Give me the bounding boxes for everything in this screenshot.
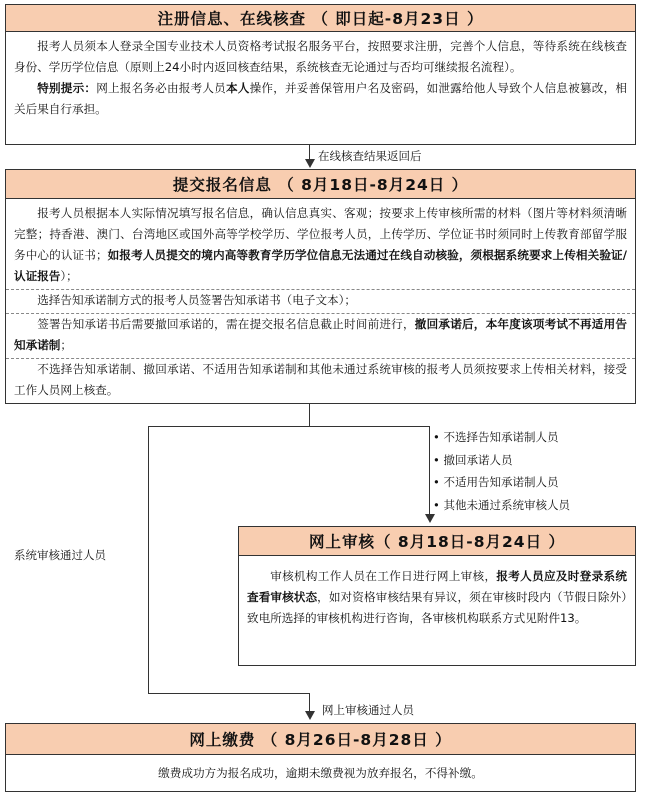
arrow3-line: [309, 693, 310, 711]
step4-content: [5, 755, 636, 792]
bullet-item: • 不选择告知承诺制人员: [433, 426, 570, 449]
step2-para1: 报考人员根据本人实际情况填写报名信息，确认信息真实、客观；按要求上传审核所需的材料（图片等材料须清晰完整；持香港、澳门、台湾地区或国外高等学校学历、学位报考人员，上传学历、学位证书时须同时上传教育部留学服务中心的认证书；如报考人员提交的境内高等教育学历学位信息无法通过在线自动核验，须根据系统要求上传相关验证/认证报告）；: [14, 206, 627, 283]
system-approved-label: 系统审核通过人员: [14, 548, 106, 562]
step3-content: [238, 556, 636, 666]
arrow1-line: [309, 145, 310, 159]
bullet-item: • 其他未通过系统审核人员: [433, 494, 570, 517]
branch-merge-line: [309, 404, 310, 426]
step3-header: [238, 526, 636, 556]
branch-left-line: [148, 426, 149, 694]
step2-para3: 签署告知承诺书后需要撤回承诺的，需在提交报名信息截止时间前进行，撤回承诺后，本年度该项考试不再适用告知承诺制；: [14, 317, 627, 352]
step4-header: [5, 723, 636, 755]
step2-para4: 不选择告知承诺制、撤回承诺、不适用告知承诺制和其他未通过系统审核的报考人员须按要求上传相关材料，接受工作人员网上核查。: [14, 362, 627, 397]
step1-para1: 报考人员须本人登录全国专业技术人员资格考试报名服务平台，按照要求注册，完善个人信息，等待系统在线核查身份、学历学位信息（原则上24小时内返回核查结果，系统核查无论通过与否均可继续报名流程）。: [14, 39, 627, 74]
step1-tip-label: 特别提示：: [37, 81, 97, 95]
step3-para: 审核机构工作人员在工作日进行网上审核，报考人员应及时登录系统查看审核状态，如对资格审核结果有异议，须在审核时段内（节假日除外）致电所选择的审核机构进行咨询，各审核机构联系方式见附件13。: [247, 569, 627, 625]
arrow3-head: [305, 711, 315, 720]
branch-right-line: [429, 426, 430, 514]
step1-content: [5, 32, 636, 145]
step1-title: 注册信息、在线核查 （ 即日起-8月23日 ）: [157, 10, 484, 28]
branch-top-line: [148, 426, 430, 427]
bullet-item: • 不适用告知承诺制人员: [433, 471, 570, 494]
step2-title: 提交报名信息 （ 8月18日-8月24日 ）: [172, 176, 469, 194]
bullet-item: • 撤回承诺人员: [433, 449, 570, 472]
arrow1-label: 在线核查结果返回后: [318, 149, 422, 163]
branch-bottom-line: [148, 693, 309, 694]
step2-header: [5, 169, 636, 199]
step2-content: [5, 199, 636, 404]
step1-tip: 特别提示：网上报名务必由报考人员本人操作，并妥善保管用户名及密码，如泄露给他人导致个人信息被篡改，相关后果自行承担。: [14, 81, 627, 116]
review-bullet-list: [433, 426, 570, 516]
step2-para2: 选择告知承诺制方式的报考人员签署告知承诺书（电子文本）；: [37, 293, 357, 307]
step4-title: 网上缴费 （ 8月26日-8月28日 ）: [189, 731, 452, 749]
step3-title: 网上审核（ 8月18日-8月24日 ）: [309, 533, 565, 551]
step4-para: 缴费成功方为报名成功，逾期未缴费视为放弃报名，不得补缴。: [158, 766, 483, 780]
arrow1-head: [305, 159, 315, 168]
step1-header: [5, 4, 636, 32]
arrow3-label: 网上审核通过人员: [322, 703, 414, 717]
